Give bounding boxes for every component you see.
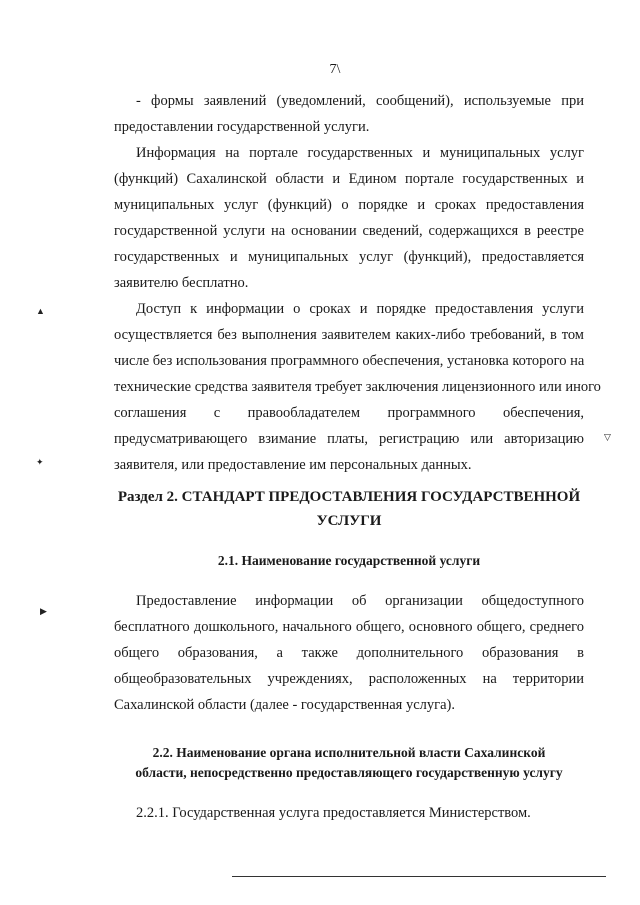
text-line: 2.1. Наименование государственной услуги	[217, 553, 481, 568]
text-line: (функций) Сахалинской области и Едином портале государственных и	[114, 171, 584, 187]
text-line: государственных и муниципальных услуг (функций), предоставляется	[114, 249, 584, 265]
scan-mark: ▶	[40, 606, 47, 616]
text-line: 2.2. Наименование органа исполнительной власти Сахалинской	[152, 745, 546, 760]
text-line: заявителю бесплатно.	[114, 275, 249, 291]
text-line: технические средства заявителя требует заключения лицензионного или иного	[114, 379, 601, 395]
text-line: государственной услуги на основании сведений, содержащихся в реестре	[114, 223, 584, 239]
text-line: общего образования, а также дополнительного образования в	[114, 645, 584, 661]
scan-mark: ▲	[36, 306, 45, 316]
text-line: 2.2.1. Государственная услуга предоставляется Министерством.	[136, 805, 531, 821]
text-line: - формы заявлений (уведомлений, сообщений), используемые при	[136, 93, 584, 109]
scan-mark: ▽	[604, 432, 611, 442]
text-line: соглашения с правообладателем программного обеспечения,	[114, 405, 584, 421]
text-line: Доступ к информации о сроках и порядке предоставления услуги	[136, 301, 584, 317]
text-line: осуществляется без выполнения заявителем каких-либо требований, в том	[114, 327, 584, 343]
text-line: Раздел 2. СТАНДАРТ ПРЕДОСТАВЛЕНИЯ ГОСУДАРСТВЕННОЙ	[117, 489, 581, 505]
page-number: 7\	[329, 62, 341, 77]
text-line: предусматривающего взимание платы, регистрацию или авторизацию	[114, 431, 584, 447]
scan-mark: ✦	[36, 457, 44, 467]
text-line: Информация на портале государственных и муниципальных услуг	[136, 145, 584, 161]
text-line: УСЛУГИ	[316, 513, 382, 529]
text-line: Сахалинской области (далее - государственная услуга).	[114, 697, 455, 713]
text-line: области, непосредственно предоставляющего государственную услугу	[135, 765, 563, 780]
text-line: числе без использования программного обеспечения, установка которого на	[114, 353, 585, 369]
text-line: заявителя, или предоставление им персональных данных.	[114, 457, 472, 473]
text-line: общеобразовательных учреждениях, расположенных на территории	[114, 671, 584, 687]
text-line: предоставлении государственной услуги.	[114, 119, 370, 135]
text-line: Предоставление информации об организации общедоступного	[136, 593, 584, 609]
text-line: бесплатного дошкольного, начального общего, основного общего, среднего	[114, 619, 584, 635]
footer-rule	[232, 876, 606, 877]
text-line: муниципальных услуг (функций) о порядке и сроках предоставления	[114, 197, 584, 213]
